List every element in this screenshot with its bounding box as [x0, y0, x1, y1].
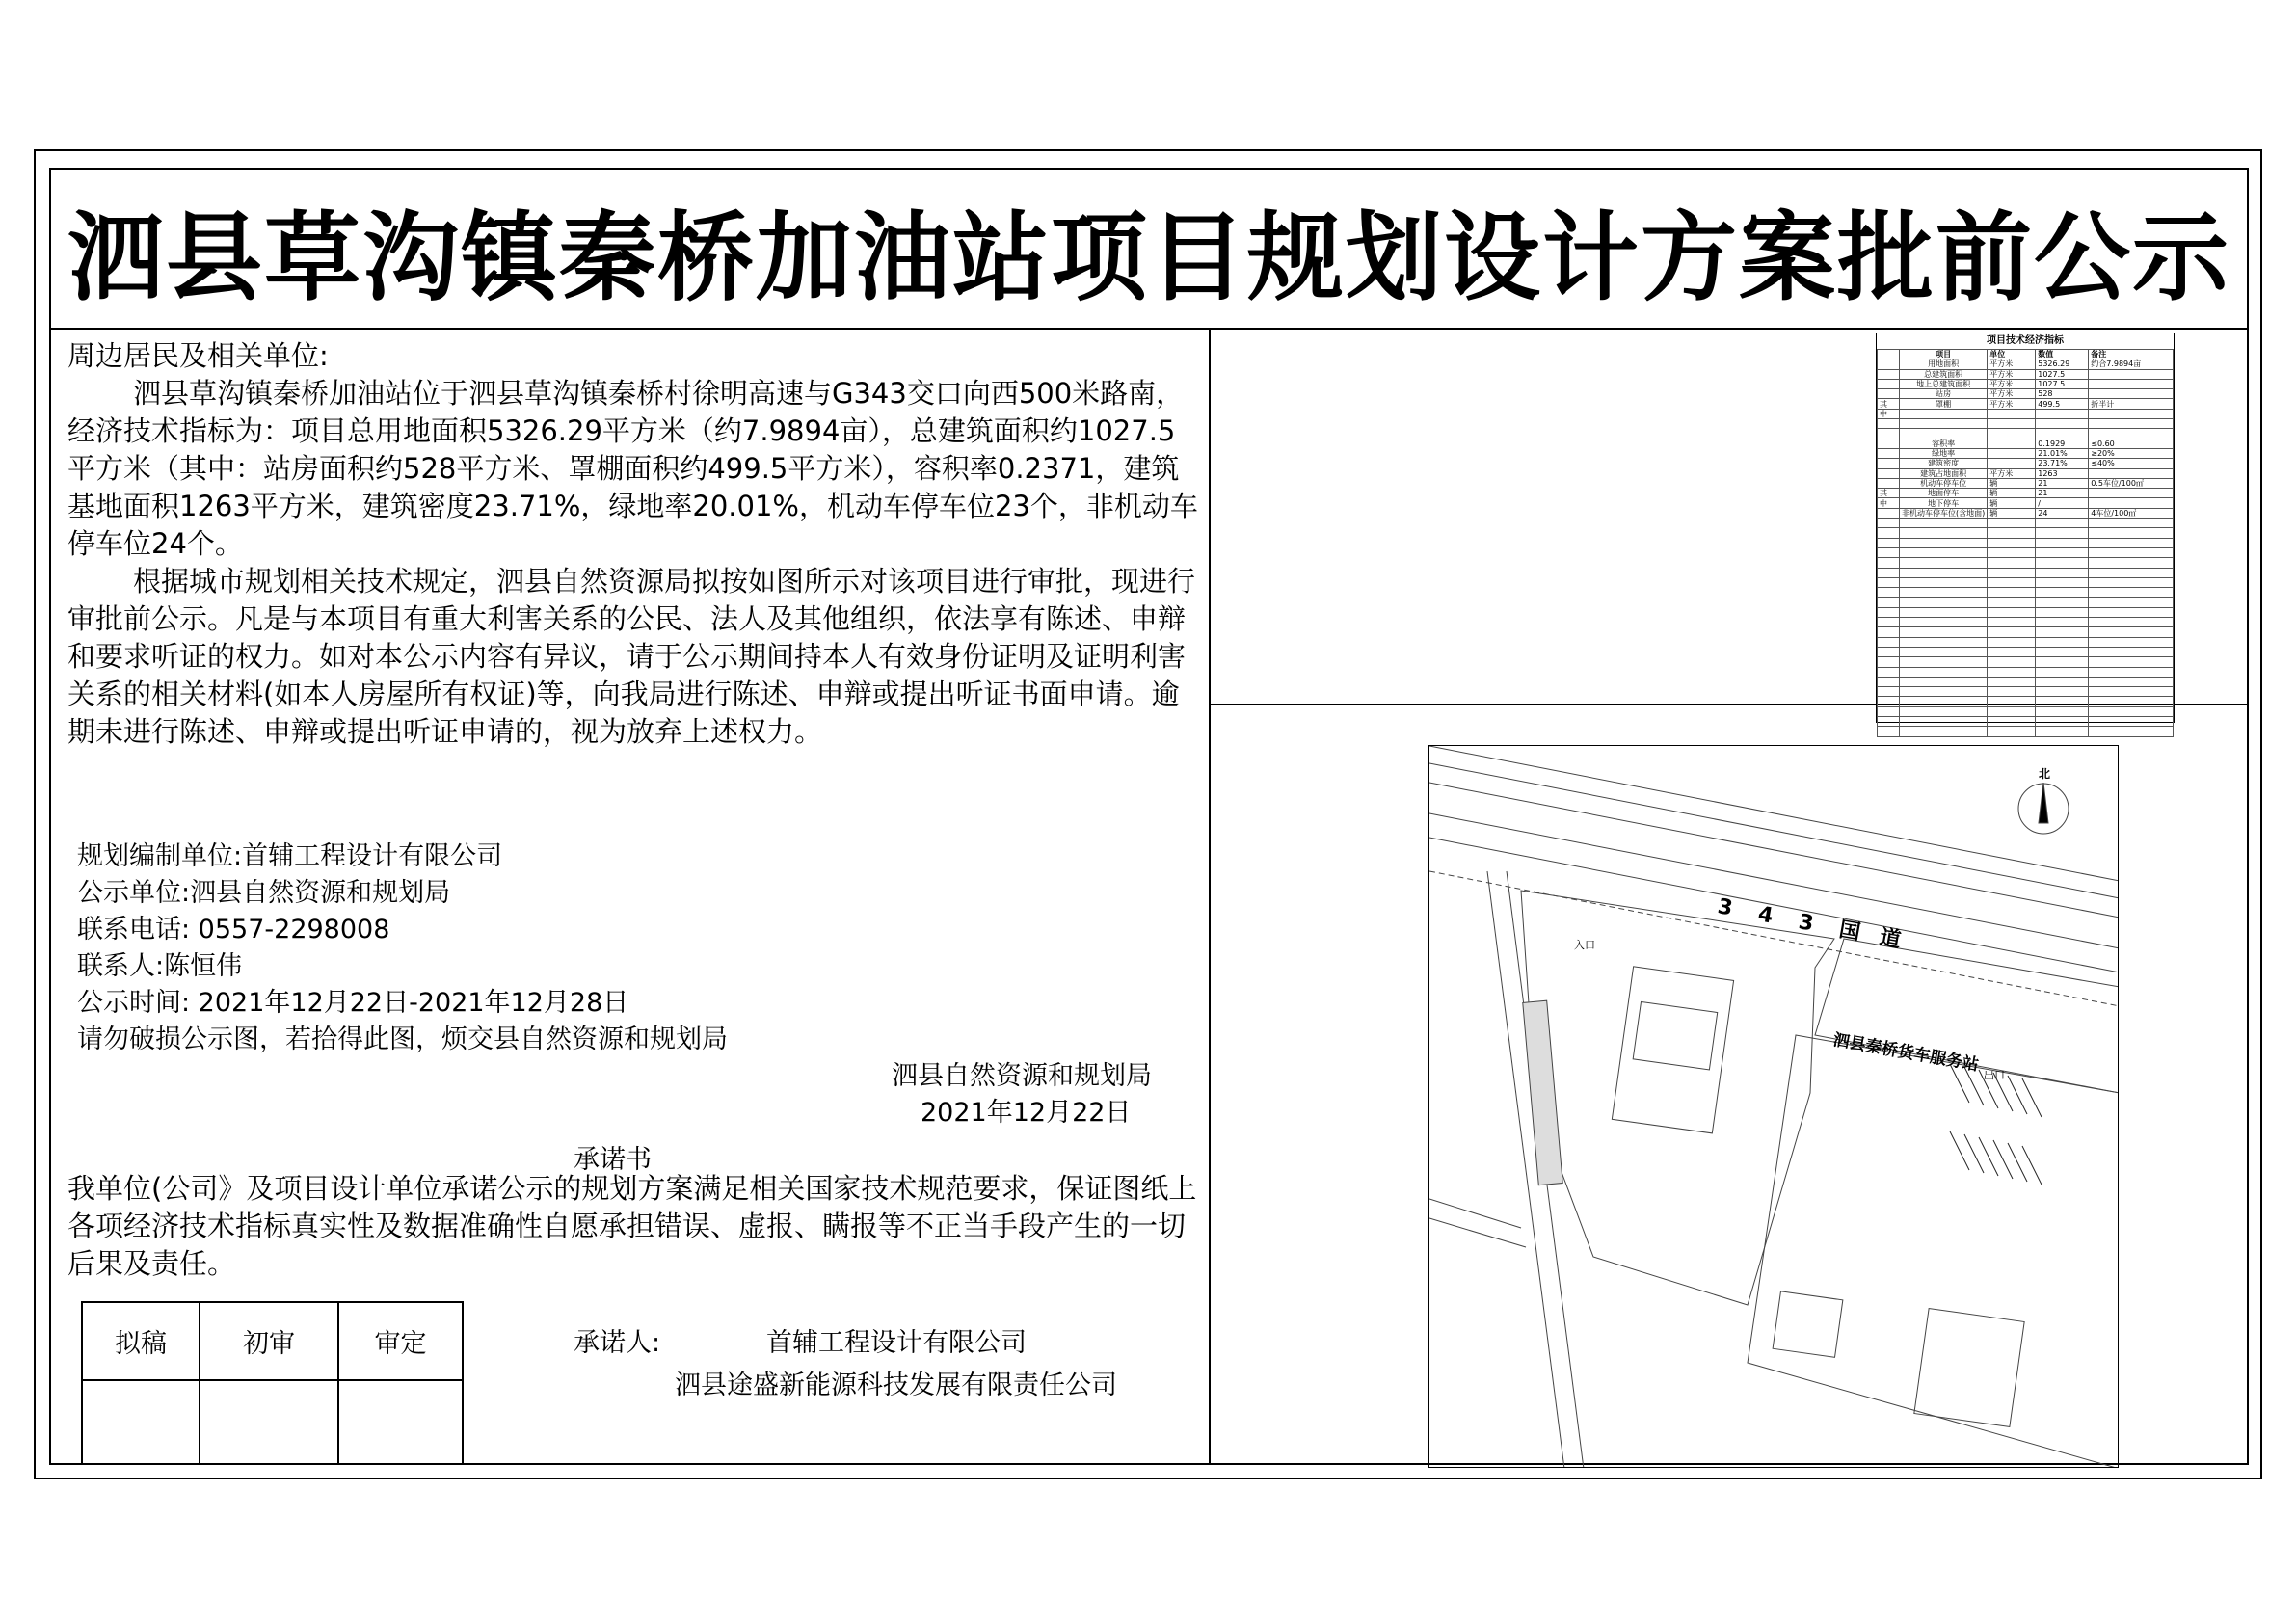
tech-table-row [1878, 716, 2174, 726]
tech-table-cell: 21.01% [2036, 448, 2089, 458]
north-label: 北 [2039, 767, 2051, 781]
tech-table-cell: 平方米 [1988, 369, 2036, 379]
tech-table-cell [1878, 379, 1900, 388]
tech-table-row [1878, 588, 2174, 598]
tech-table-cell [1900, 667, 1988, 677]
tech-table-cell [1988, 647, 2036, 656]
tech-table-cell [1878, 508, 1900, 518]
tech-table-cell [2089, 389, 2174, 399]
tech-table-cell: 23.71% [2036, 459, 2089, 468]
tech-table-cell [2036, 429, 2089, 439]
tech-table-cell [1900, 607, 1988, 617]
tech-table-cell: 辆 [1988, 508, 2036, 518]
tech-table-cell [1900, 697, 1988, 706]
notice-paragraph-1: 泗县草沟镇秦桥加油站位于泗县草沟镇秦桥村徐明高速与G343交口向西500米路南，经济技术指标为：项目总用地面积5326.29平方米（约7.9894亩），总建筑面积约1027.5平方米（其中：站房面积约528平方米、罩棚面积约499.5平方米），容积率0.2371，建筑基地面积1263平方米，建筑密度23.71%，绿地率20.01%，机动车停车位23个，非机动车停车位24个。 [67, 377, 1198, 560]
tech-table-cell [1900, 538, 1988, 547]
tech-table-cell [1878, 538, 1900, 547]
tech-table-cell [2089, 598, 2174, 607]
tech-table-cell [2036, 419, 2089, 429]
tech-table-cell [1900, 409, 1988, 418]
tech-table-cell [2036, 727, 2089, 736]
tech-table-row [1878, 508, 2174, 518]
tech-table-cell: 平方米 [1988, 379, 2036, 388]
tech-table-cell: 总建筑面积 [1900, 369, 1988, 379]
promisor-label: 承诺人: [574, 1328, 661, 1358]
tech-table-cell: 辆 [1988, 498, 2036, 508]
tech-table-cell [2036, 598, 2089, 607]
tech-table-cell [2036, 697, 2089, 706]
tech-table-row [1878, 706, 2174, 716]
tech-table-row [1878, 439, 2174, 448]
tech-table-cell [2036, 568, 2089, 577]
tech-table-cell [2036, 409, 2089, 418]
tech-table-cell: 1263 [2036, 468, 2089, 478]
site-plan-drawing [1428, 745, 2119, 1468]
tech-table-cell: 辆 [1988, 478, 2036, 488]
tech-table-cell: 其 [1878, 489, 1900, 498]
tech-table-row [1878, 419, 2174, 429]
tech-table-cell [2089, 419, 2174, 429]
tech-table-cell: 21 [2036, 489, 2089, 498]
tech-table-cell [1900, 519, 1988, 528]
tech-table-cell: 1027.5 [2036, 369, 2089, 379]
road-label-char: 3 [1796, 910, 1816, 937]
tech-table-cell [1988, 716, 2036, 726]
tech-table-cell: ≥20% [2089, 448, 2174, 458]
tech-table-cell [1988, 547, 2036, 557]
tech-table-cell [2036, 577, 2089, 587]
tech-table-row [1878, 727, 2174, 736]
tech-table-cell [1878, 429, 1900, 439]
tech-table-cell [1988, 687, 2036, 697]
tech-table-row [1878, 429, 2174, 439]
tech-table-cell [1988, 419, 2036, 429]
tech-table-cell [1900, 558, 1988, 568]
tech-table-cell [1878, 627, 1900, 637]
tech-table-cell [1878, 478, 1900, 488]
tech-table-cell [1878, 369, 1900, 379]
tech-table-cell: 地下停车 [1900, 498, 1988, 508]
tech-table-cell [2036, 618, 2089, 627]
tech-table-cell [2036, 627, 2089, 637]
tech-table-cell: 绿地率 [1900, 448, 1988, 458]
tech-table-cell [1900, 618, 1988, 627]
road-label-char: 4 [1755, 902, 1775, 929]
tech-table-cell: 平方米 [1988, 359, 2036, 369]
tech-table-cell [2089, 687, 2174, 697]
tech-table-cell [1878, 618, 1900, 627]
tech-table-cell [1878, 359, 1900, 369]
contact-phone: 联系电话: 0557-2298008 [77, 915, 390, 945]
exit-label: 出口 [1984, 1069, 2005, 1081]
tech-table-cell [2089, 519, 2174, 528]
contact-info [77, 839, 728, 1058]
tech-table-cell [1878, 459, 1900, 468]
tech-table-cell [1878, 350, 1900, 359]
pledge-body [67, 1170, 1200, 1283]
tech-table-cell [2089, 409, 2174, 418]
tech-table-cell [1878, 687, 1900, 697]
tech-table-cell: 建筑密度 [1900, 459, 1988, 468]
tech-table-cell: 备注 [2089, 350, 2174, 359]
tech-table-cell [2036, 647, 2089, 656]
tech-table-cell [2036, 519, 2089, 528]
tech-table-cell [1988, 627, 2036, 637]
tech-table-cell [1900, 677, 1988, 686]
tech-table-cell: 非机动车停车位(含地面) [1900, 508, 1988, 518]
tech-table-cell [2089, 588, 2174, 598]
notice-body [67, 337, 1200, 751]
tech-table-cell [2036, 706, 2089, 716]
tech-table-cell [2036, 716, 2089, 726]
tech-table-row [1878, 468, 2174, 478]
tech-table-cell [1878, 598, 1900, 607]
tech-table-cell [1988, 459, 2036, 468]
tech-table-cell: 24 [2036, 508, 2089, 518]
tech-table-cell: 21 [2036, 478, 2089, 488]
tech-table-cell [2089, 498, 2174, 508]
tech-table-cell [2089, 627, 2174, 637]
tech-table-cell: 机动车停车位 [1900, 478, 1988, 488]
tech-table-cell [1878, 528, 1900, 538]
tech-table-cell: 4车位/100㎡ [2089, 508, 2174, 518]
tech-table-cell [1878, 568, 1900, 577]
tech-table-row [1878, 389, 2174, 399]
tech-table-cell [1878, 547, 1900, 557]
approval-cell [82, 1380, 200, 1464]
tech-table-row [1878, 547, 2174, 557]
tech-table-cell [1988, 667, 2036, 677]
tech-table-cell: 1027.5 [2036, 379, 2089, 388]
tech-table-cell [1988, 448, 2036, 458]
tech-table-cell [1878, 677, 1900, 686]
tech-table-cell [1878, 727, 1900, 736]
tech-table-row [1878, 498, 2174, 508]
tech-table-cell: 数值 [2036, 350, 2089, 359]
tech-table-cell: 折半计 [2089, 399, 2174, 409]
tech-table-row [1878, 478, 2174, 488]
tech-table-cell [1988, 657, 2036, 667]
tech-table-cell [1988, 598, 2036, 607]
tech-table-cell [2089, 618, 2174, 627]
tech-table-cell [1988, 538, 2036, 547]
tech-table-row [1878, 538, 2174, 547]
tech-table-row [1878, 667, 2174, 677]
tech-table-cell [1988, 588, 2036, 598]
tech-table-cell [2036, 528, 2089, 538]
tech-table-row [1878, 409, 2174, 418]
tech-table-cell [1878, 637, 1900, 647]
notice-period: 公示时间: 2021年12月22日-2021年12月28日 [77, 988, 629, 1018]
tech-table-row [1878, 558, 2174, 568]
tech-table-cell [1900, 727, 1988, 736]
tech-table-cell [2089, 667, 2174, 677]
tech-table-cell: 项目 [1900, 350, 1988, 359]
tech-table-cell [1878, 439, 1900, 448]
tech-table-cell [2036, 637, 2089, 647]
tech-table-cell [2089, 706, 2174, 716]
divider [49, 328, 2249, 330]
tech-table-cell: 5326.29 [2036, 359, 2089, 369]
tech-table-cell [1988, 697, 2036, 706]
tech-table-cell [1878, 716, 1900, 726]
tech-table-cell: 地上总建筑面积 [1900, 379, 1988, 388]
road-label-char: 国 [1836, 918, 1862, 945]
tech-table-row [1878, 448, 2174, 458]
tech-table-cell [1900, 588, 1988, 598]
promisor-org-1: 首辅工程设计有限公司 [766, 1328, 1027, 1358]
tech-table-row [1878, 519, 2174, 528]
tech-table-cell [1900, 528, 1988, 538]
tech-table-cell [2036, 588, 2089, 598]
tech-table-cell [1900, 568, 1988, 577]
tech-table-cell [2089, 727, 2174, 736]
tech-table-cell: 罩棚 [1900, 399, 1988, 409]
tech-table-cell: 0.1929 [2036, 439, 2089, 448]
tech-table-cell [1900, 647, 1988, 656]
tech-table-cell [2036, 667, 2089, 677]
tech-table-cell [1878, 647, 1900, 656]
tech-table-cell [1878, 667, 1900, 677]
tech-table-cell [2089, 677, 2174, 686]
tech-table-cell [1988, 677, 2036, 686]
approval-cell [200, 1380, 338, 1464]
approval-header: 审定 [338, 1302, 463, 1380]
tech-table-cell [1988, 727, 2036, 736]
tech-table-row [1878, 350, 2174, 359]
tech-indicator-table [1876, 333, 2175, 723]
page-title: 泗县草沟镇秦桥加油站项目规划设计方案批前公示 [67, 201, 2230, 314]
tech-table-cell: 地面停车 [1900, 489, 1988, 498]
tech-table-cell [1878, 448, 1900, 458]
design-unit: 规划编制单位:首辅工程设计有限公司 [77, 841, 503, 871]
tech-table-row [1878, 369, 2174, 379]
site-plan-svg [1429, 746, 2119, 1468]
tech-table-cell [1878, 706, 1900, 716]
divider [1209, 328, 1211, 1465]
tech-table-cell [2089, 379, 2174, 388]
tech-table-cell: 容积率 [1900, 439, 1988, 448]
tech-table-row [1878, 359, 2174, 369]
tech-table-cell [1878, 558, 1900, 568]
tech-table-cell: 中 [1878, 498, 1900, 508]
road-label-char: 3 [1715, 894, 1735, 921]
tech-table-cell: / [2036, 498, 2089, 508]
contact-person: 联系人:陈恒伟 [77, 951, 243, 981]
approval-header: 初审 [200, 1302, 338, 1380]
tech-table-cell [1988, 706, 2036, 716]
tech-table-cell: 平方米 [1988, 399, 2036, 409]
tech-table-cell [1900, 627, 1988, 637]
signature-date: 2021年12月22日 [921, 1098, 1132, 1128]
tech-table-row [1878, 637, 2174, 647]
tech-table-cell: 单位 [1988, 350, 2036, 359]
station-name-label: 泗县秦桥货车服务站 [1831, 1030, 1981, 1076]
tech-table-cell [1988, 409, 2036, 418]
tech-table-row [1878, 577, 2174, 587]
tech-table-cell [2089, 716, 2174, 726]
tech-table-row [1878, 647, 2174, 656]
tech-table-row [1878, 627, 2174, 637]
tech-table-grid [1877, 349, 2174, 737]
promisor-block [574, 1322, 1117, 1407]
tech-table-cell [2036, 607, 2089, 617]
tech-table-cell [1900, 657, 1988, 667]
tech-table-cell: 平方米 [1988, 468, 2036, 478]
tech-table-cell [2036, 538, 2089, 547]
tech-table-cell [2089, 637, 2174, 647]
tech-table-row [1878, 489, 2174, 498]
entrance-label: 入口 [1574, 939, 1595, 951]
tech-table-cell [2089, 647, 2174, 656]
tech-table-cell [2089, 657, 2174, 667]
tech-table-cell [2089, 577, 2174, 587]
signature-block [892, 1058, 1152, 1131]
tech-table-cell: 辆 [1988, 489, 2036, 498]
tech-table-cell: ≤40% [2089, 459, 2174, 468]
tech-table-cell [2036, 677, 2089, 686]
approval-table [81, 1301, 464, 1465]
tech-table-cell [1878, 419, 1900, 429]
tech-table-row [1878, 657, 2174, 667]
notice-paragraph-2: 根据城市规划相关技术规定，泗县自然资源局拟按如图所示对该项目进行审批，现进行审批前公示。凡是与本项目有重大利害关系的公民、法人及其他组织，依法享有陈述、申辩和要求听证的权力。如对本公示内容有异议，请于公示期间持本人有效身份证明及证明利害关系的相关材料(如本人房屋所有权证)等，向我局进行陈述、申辩或提出听证书面申请。逾期未进行陈述、申辩或提出听证申请的，视为放弃上述权力。 [67, 565, 1196, 748]
tech-table-cell: 站房 [1900, 389, 1988, 399]
tech-table-cell [1878, 607, 1900, 617]
tech-table-cell [1988, 618, 2036, 627]
tech-table-cell [1988, 429, 2036, 439]
tech-table-cell [1988, 607, 2036, 617]
tech-table-cell [1988, 577, 2036, 587]
signature-org: 泗县自然资源和规划局 [892, 1061, 1152, 1091]
tech-table-cell [2089, 547, 2174, 557]
tech-table-cell [2036, 657, 2089, 667]
tech-table-cell: 建筑占地面积 [1900, 468, 1988, 478]
pledge-title: 承诺书 [574, 1145, 652, 1175]
tech-table-row [1878, 687, 2174, 697]
tech-table-cell [2089, 429, 2174, 439]
tech-table-cell [1900, 577, 1988, 587]
promisor-org-2: 泗县途盛新能源科技发展有限责任公司 [675, 1371, 1117, 1400]
tech-table-cell [1878, 519, 1900, 528]
tech-table-title: 项目技术经济指标 [1987, 335, 2064, 346]
tech-table-cell: 其 [1878, 399, 1900, 409]
tech-table-row [1878, 459, 2174, 468]
approval-cell [338, 1380, 463, 1464]
tech-table-row [1878, 607, 2174, 617]
tech-table-cell [1878, 389, 1900, 399]
tech-table-cell [1900, 419, 1988, 429]
tech-table-cell [2089, 369, 2174, 379]
road-label-char: 道 [1877, 925, 1903, 953]
tech-table-cell: 499.5 [2036, 399, 2089, 409]
tech-table-cell [1900, 706, 1988, 716]
tech-table-cell: ≤0.60 [2089, 439, 2174, 448]
tech-table-cell [2089, 607, 2174, 617]
tech-table-cell: 用地面积 [1900, 359, 1988, 369]
tech-table-cell [2036, 558, 2089, 568]
tech-table-cell [2089, 468, 2174, 478]
tech-table-cell [1900, 547, 1988, 557]
tech-table-cell [2089, 528, 2174, 538]
tech-table-cell: 约合7.9894亩 [2089, 359, 2174, 369]
tech-table-cell: 中 [1878, 409, 1900, 418]
tech-table-cell: 平方米 [1988, 389, 2036, 399]
tech-table-cell [1900, 716, 1988, 726]
tech-table-cell [1988, 519, 2036, 528]
tech-table-cell [1878, 657, 1900, 667]
tech-table-cell [2036, 687, 2089, 697]
tech-table-cell [1988, 568, 2036, 577]
tech-table-cell [1988, 637, 2036, 647]
tech-table-cell [1878, 577, 1900, 587]
tech-table-row [1878, 598, 2174, 607]
tech-table-cell [1988, 439, 2036, 448]
tech-table-row [1878, 528, 2174, 538]
tech-table-cell [2089, 558, 2174, 568]
tech-table-row [1878, 677, 2174, 686]
tech-table-cell [2089, 489, 2174, 498]
care-warning: 请勿破损公示图，若拾得此图，烦交县自然资源和规划局 [77, 1025, 728, 1054]
tech-table-cell [1900, 598, 1988, 607]
tech-table-cell [2036, 547, 2089, 557]
tech-table-cell: 0.5车位/100㎡ [2089, 478, 2174, 488]
tech-table-cell [1878, 697, 1900, 706]
tech-table-row [1878, 399, 2174, 409]
tech-table-row [1878, 568, 2174, 577]
tech-table-row [1878, 618, 2174, 627]
tech-table-cell [1900, 637, 1988, 647]
tech-table-row [1878, 697, 2174, 706]
tech-table-cell: 528 [2036, 389, 2089, 399]
tech-table-cell [1900, 687, 1988, 697]
tech-table-cell [1988, 558, 2036, 568]
tech-table-cell [1878, 588, 1900, 598]
tech-table-cell [1900, 429, 1988, 439]
tech-table-cell [2089, 697, 2174, 706]
tech-table-cell [1878, 468, 1900, 478]
tech-table-row [1878, 379, 2174, 388]
tech-table-cell [2089, 538, 2174, 547]
tech-table-cell [1988, 528, 2036, 538]
salutation: 周边居民及相关单位: [67, 339, 329, 372]
pledge-text: 我单位(公司》及项目设计单位承诺公示的规划方案满足相关国家技术规范要求，保证图纸上各项经济技术指标真实性及数据准确性自愿承担错误、虚报、瞒报等不正当手段产生的一切后果及责任。 [67, 1172, 1197, 1280]
tech-table-cell [2089, 568, 2174, 577]
publisher: 公示单位:泗县自然资源和规划局 [77, 878, 451, 908]
approval-header: 拟稿 [82, 1302, 200, 1380]
